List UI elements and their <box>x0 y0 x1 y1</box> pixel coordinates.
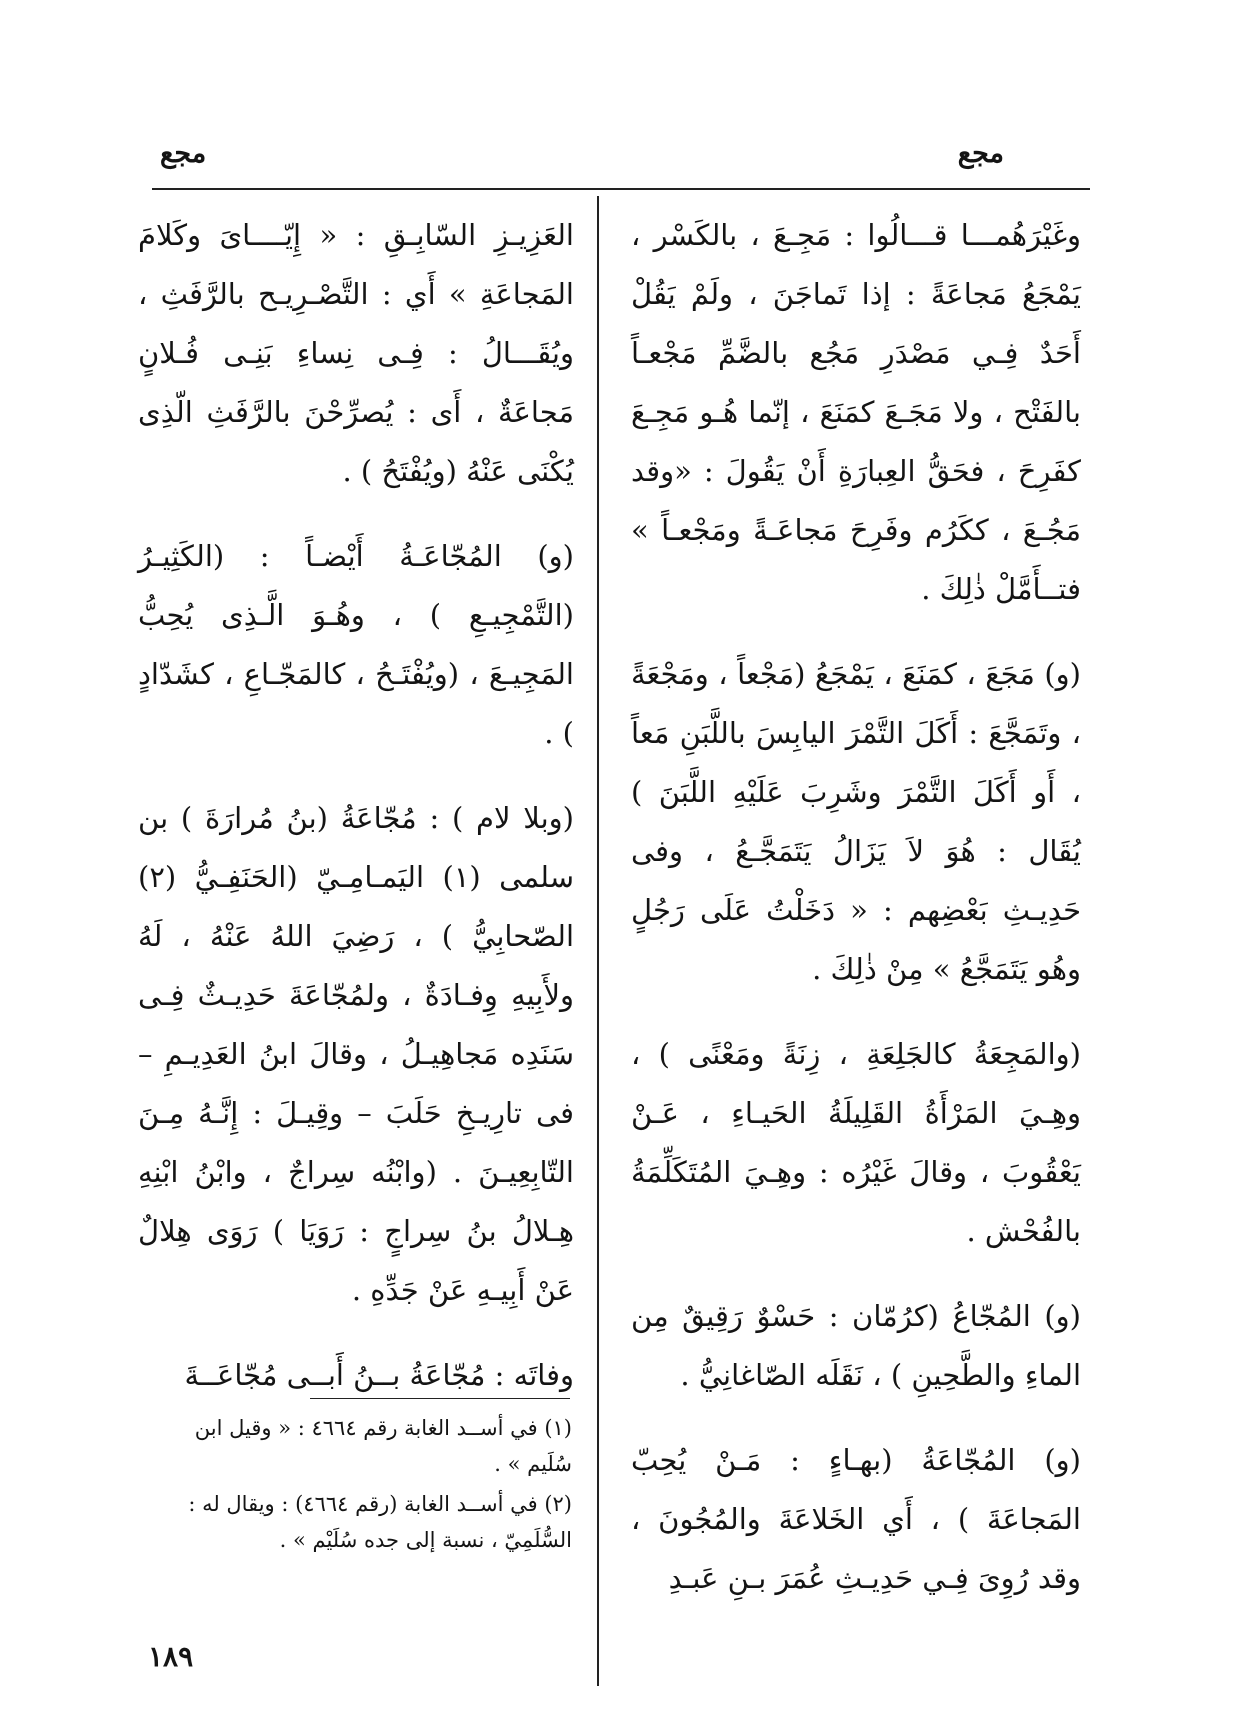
entry-paragraph: وغَيْرَهُمـــا قـــالُوا : مَجِـعَ ، بالكَسْر ، يَمْجَعُ مَجاعَةً : إذا تَماجَنَ ، ولَمْ يَقُلْ أَحَدٌ فِـي مَصْدَرِ مَجُع بالضَّمِّ مَجْعـاً بالفَتْح ، ولا مَجَـعَ كمَنَعَ ، إنّما هُـو مَجِـعَ كفَرِحَ ، فحَقُّ العِبارَةِ أَنْ يَقُولَ : «وقد مَجُـعَ ، ككَرُم وفَرِحَ مَجاعَـةً ومَجْعـاً » فتــأَمَّلْ ذٰلِكَ . <box>631 218 1081 606</box>
footnotes <box>148 1410 572 1562</box>
page-number: ١٨٩ <box>148 1640 194 1673</box>
entry-paragraph: (و) المُجّاعَةُ (بهـاءٍ : مَـنْ يُحِبّ المَجاعَةَ ) ، أَي الخَلاعَةَ والمُجُونَ ، وقد رُوِىَ فِـي حَدِيـثِ عُمَرَ بـنِ عَبـدِ <box>631 1443 1081 1595</box>
right-column <box>631 206 1081 1634</box>
entry-paragraph: وفاتَه : مُجّاعَةُ بــنُ أَبــى مُجّاعَــةَ <box>184 1358 574 1392</box>
running-header-right: مجع <box>957 138 1004 169</box>
footnote: (١) في أســد الغابة رقم ٤٦٦٤ : « وقيل ابن سُلَيم » . <box>194 1416 572 1476</box>
entry-paragraph: (والمَجِعَةُ كالجَلِعَةِ ، زِنَةً ومَعْنًى ) ، وهِـيَ المَرْأَةُ القَلِيلَةُ الحَيـاءِ ، عَـنْ يَعْقُوبَ ، وقالَ غَيْرُه : وهِـيَ المُتَكَلِّمَةُ بالفُحْش . <box>631 1037 1081 1248</box>
column-divider <box>597 196 599 1686</box>
left-column <box>138 206 574 1431</box>
entry-paragraph: (و) مَجَعَ ، كمَنَعَ ، يَمْجَعُ (مَجْعاً ، ومَجْعَةً ، وتَمَجَّعَ : أَكَلَ التَّمْرَ اليابِسَ باللَّبَنِ مَعاً ، أَو أَكَلَ التَّمْرَ وشَرِبَ عَلَيْهِ اللَّبَنَ ) يُقَال : هُوَ لاَ يَزَالُ يَتَمَجَّـعُ ، وفى حَدِيـثِ بَعْضِهم : « دَخَلْتُ عَلَى رَجُلٍ وهُو يَتَمَجَّعُ » مِنْ ذٰلِكَ . <box>631 657 1081 986</box>
footnote: (٢) في أســد الغابة (رقم ٤٦٦٤) : ويقال له : السُّلَمِيّ ، نسبة إلى جده سُلَيْم » . <box>188 1492 572 1552</box>
entry-paragraph: العَزِيـزِ السّابِـقِ : « إِيّــــاىَ وكَلامَ المَجاعَةِ » أَي : التَّصْـرِيـح بالرَّفَثِ ، ويُقَـــالُ : فِـى نِساءِ بَنِـى فُـلانٍ مَجاعَةٌ ، أَى : يُصرِّحْنَ بالرَّفَثِ الّذِى يُكْنَى عَنْهُ (ويُفْتَحُ ) . <box>138 218 574 488</box>
running-header-left: مجع <box>160 138 207 169</box>
header-rule <box>152 188 1090 190</box>
footnote-rule <box>310 1398 570 1399</box>
entry-paragraph: (و) المُجّاعُ (كرُمّان : حَسْوٌ رَقِيقٌ مِن الماءِ والطَّحِينِ ) ، نَقَلَه الصّاغانِيُّ . <box>631 1299 1081 1392</box>
entry-paragraph: (وبلا لام ) : مُجّاعَةُ (بنُ مُرارَةَ ) بن سلمى (١) اليَمـامِـيّ (الحَنَفِـيُّ (٢) الصّحابِيُّ ) ، رَضِيَ اللهُ عَنْهُ ، لَهُ ولأَبِيهِ وِفـادَةٌ ، ولمُجّاعَةَ حَدِيـثٌ فِـى سَنَدِه مَجاهِيـلُ ، وقالَ ابنُ العَدِيـمِ – فى تارِيـخِ حَلَبَ – وقِيـلَ : إِنَّـهُ مِـنَ التّابِعِيـنَ . (وابْنُه سِراجٌ ، وابْنُ ابْنِهِ هِـلالُ بنُ سِراجٍ : رَوَيَا ) رَوَى هِلالٌ عَنْ أَبِيـهِ عَنْ جَدِّهِ . <box>138 801 574 1307</box>
entry-paragraph: (و) المُجّاعَـةُ أَيْضـاً : (الكَثِيـرُ (التَّمْجِيـعِ ) ، وهُـوَ الَّـذِى يُحِبُّ المَجِيـعَ ، (ويُفْتَـحُ ، كالمَجّـاعِ ، كشَدّادٍ ) . <box>138 539 574 750</box>
